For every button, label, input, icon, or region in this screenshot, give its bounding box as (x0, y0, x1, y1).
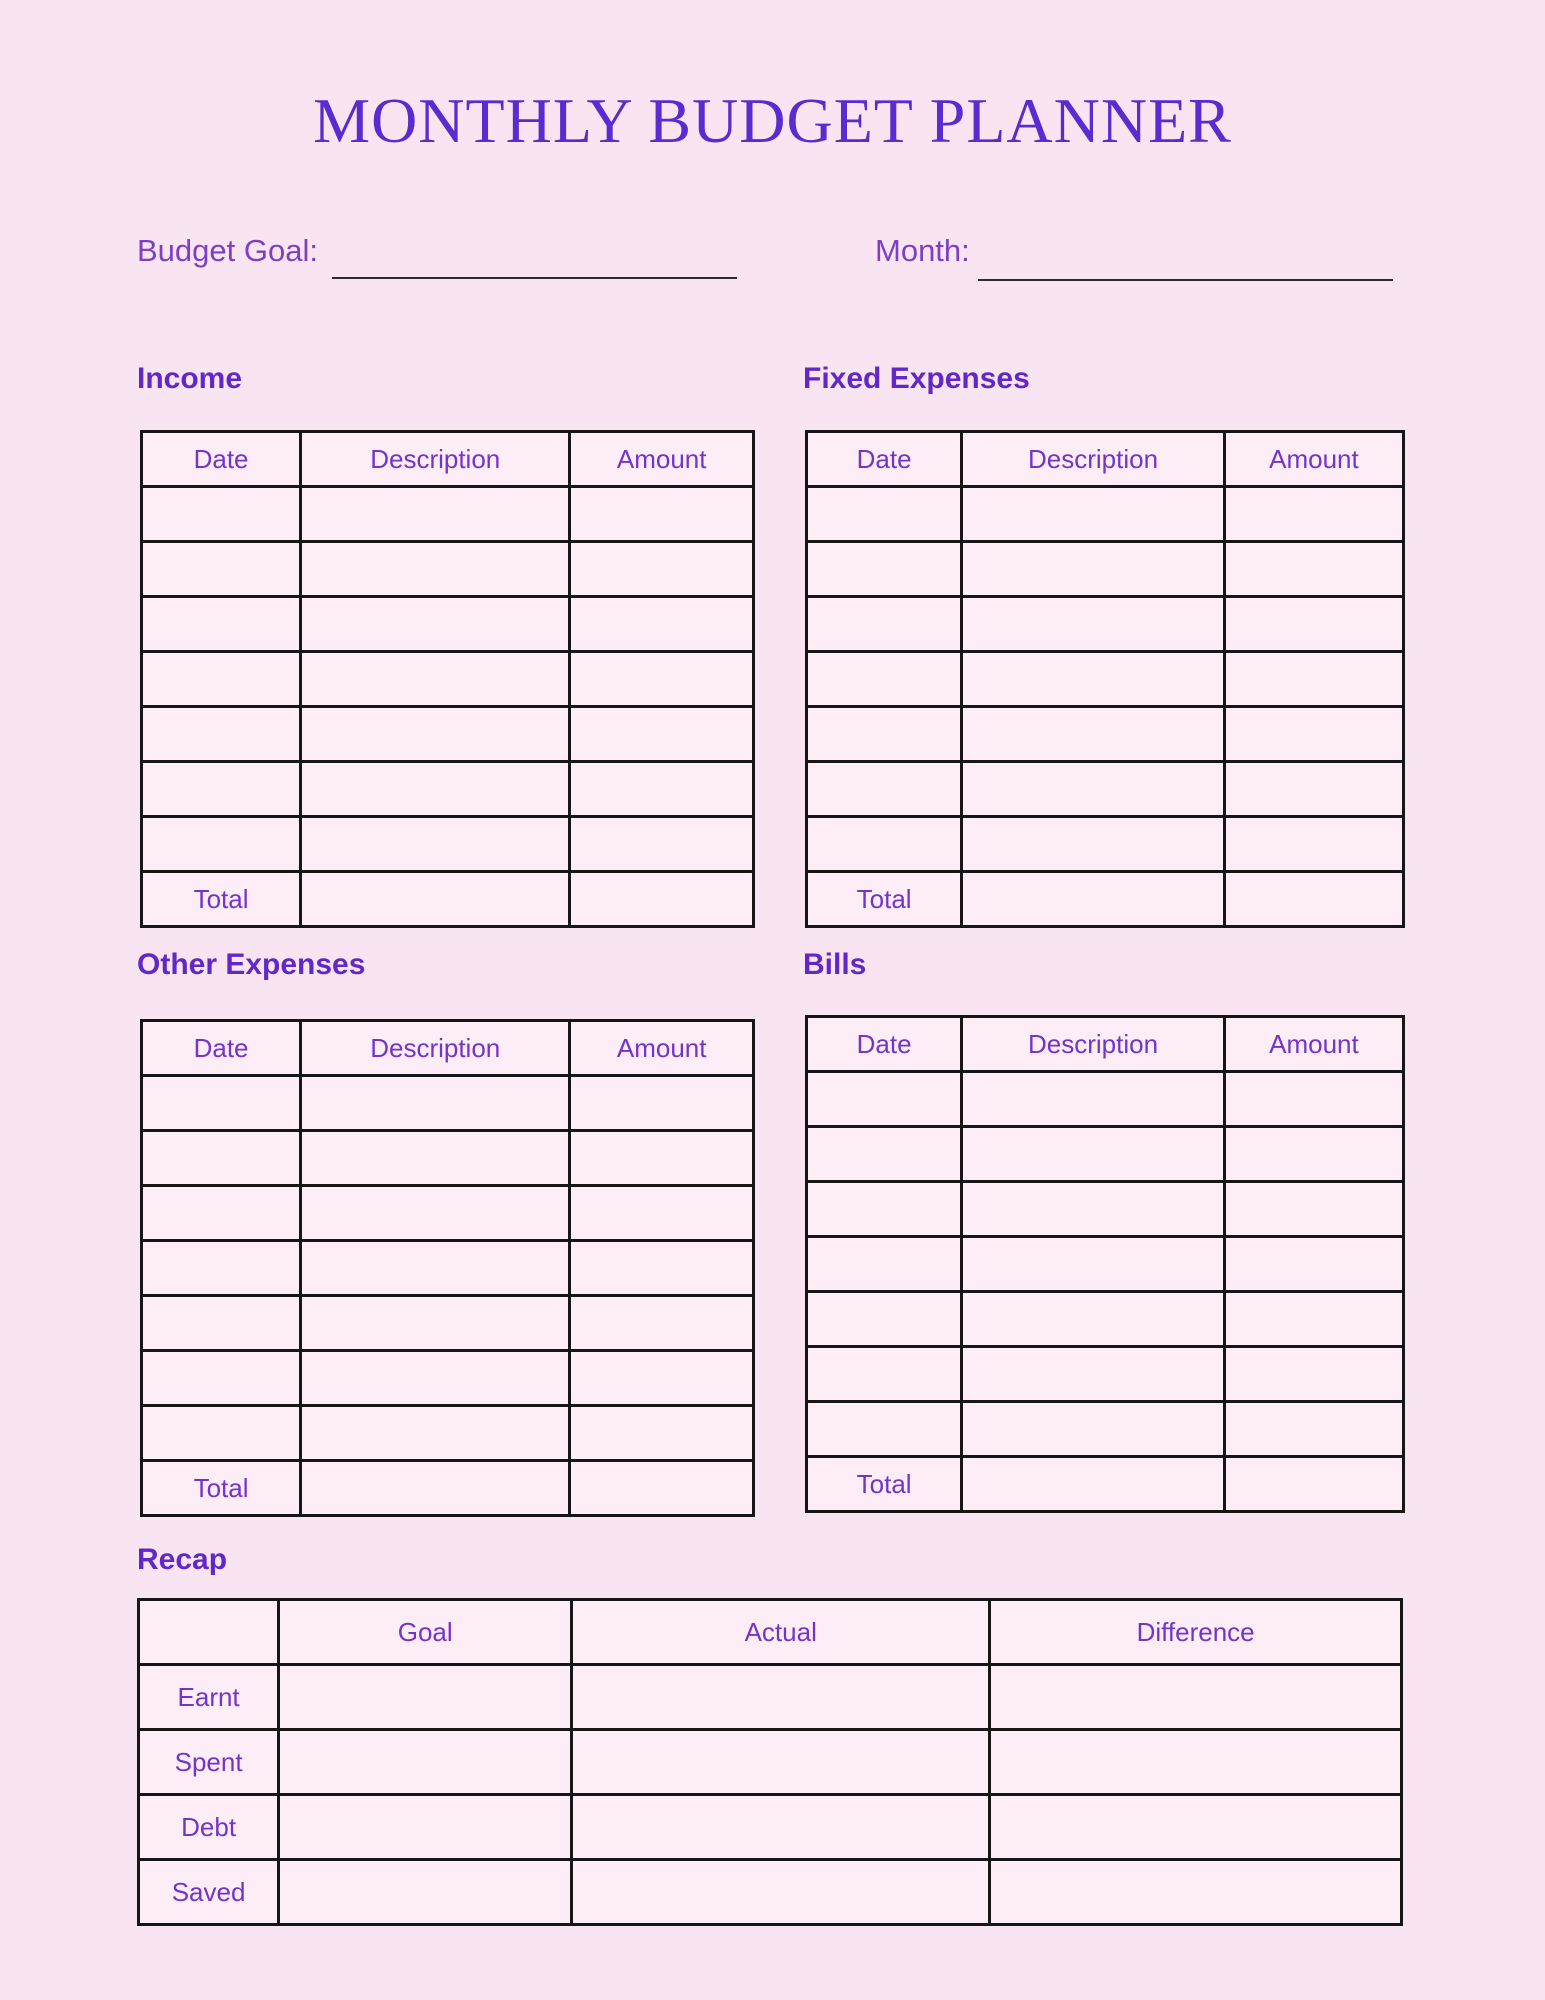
table-row (142, 817, 754, 872)
table-row (142, 652, 754, 707)
empty-cell[interactable] (142, 1131, 301, 1186)
other-total-label: Total (142, 1461, 301, 1516)
fixed-amount-header: Amount (1224, 432, 1403, 487)
recap-earnt-difference-cell[interactable] (990, 1665, 1402, 1730)
table-row (142, 1076, 754, 1131)
empty-cell[interactable] (142, 817, 301, 872)
empty-cell[interactable] (807, 652, 962, 707)
table-row (807, 1127, 1404, 1182)
empty-cell[interactable] (570, 1131, 754, 1186)
recap-debt-goal-cell[interactable] (279, 1795, 572, 1860)
table-row (807, 1182, 1404, 1237)
empty-cell[interactable] (962, 1347, 1225, 1402)
empty-cell[interactable] (807, 1347, 962, 1402)
bills-table (805, 1015, 1405, 1513)
income-total-description-cell[interactable] (301, 872, 570, 927)
empty-cell[interactable] (301, 652, 570, 707)
income-total-label: Total (142, 872, 301, 927)
empty-cell[interactable] (962, 707, 1225, 762)
fixed-total-description-cell[interactable] (962, 872, 1225, 927)
empty-cell[interactable] (1224, 1292, 1403, 1347)
table-row (807, 1292, 1404, 1347)
empty-cell[interactable] (807, 707, 962, 762)
empty-cell[interactable] (1224, 1402, 1403, 1457)
fixed-description-header: Description (962, 432, 1225, 487)
table-row (142, 1296, 754, 1351)
empty-cell[interactable] (301, 1241, 570, 1296)
fixed-date-header: Date (807, 432, 962, 487)
empty-cell[interactable] (570, 1186, 754, 1241)
section-title-bills: Bills (803, 948, 867, 981)
table-row (807, 487, 1404, 542)
empty-cell[interactable] (570, 817, 754, 872)
section-title-income: Income (137, 362, 243, 395)
recap-saved-difference-cell[interactable] (990, 1860, 1402, 1925)
table-row (807, 597, 1404, 652)
recap-table (137, 1598, 1403, 1926)
recap-debt-label: Debt (139, 1795, 279, 1860)
empty-cell[interactable] (570, 487, 754, 542)
empty-cell[interactable] (1224, 817, 1403, 872)
table-header-row (142, 1021, 754, 1076)
table-header-row (807, 1017, 1404, 1072)
empty-cell[interactable] (1224, 1072, 1403, 1127)
table-row (807, 1402, 1404, 1457)
recap-row-spent (139, 1730, 1402, 1795)
empty-cell[interactable] (570, 542, 754, 597)
empty-cell[interactable] (962, 817, 1225, 872)
empty-cell[interactable] (301, 1406, 570, 1461)
table-row (142, 707, 754, 762)
empty-cell[interactable] (570, 707, 754, 762)
empty-cell[interactable] (1224, 1347, 1403, 1402)
month-label: Month: (875, 233, 970, 268)
empty-cell[interactable] (1224, 1127, 1403, 1182)
empty-cell[interactable] (142, 1351, 301, 1406)
empty-cell[interactable] (1224, 542, 1403, 597)
bills-description-header: Description (962, 1017, 1225, 1072)
total-row (807, 872, 1404, 927)
empty-cell[interactable] (962, 1182, 1225, 1237)
empty-cell[interactable] (807, 1182, 962, 1237)
table-row (807, 707, 1404, 762)
section-title-other-expenses: Other Expenses (137, 948, 366, 981)
section-title-fixed-expenses: Fixed Expenses (803, 362, 1030, 395)
empty-cell[interactable] (807, 1237, 962, 1292)
bills-amount-header: Amount (1224, 1017, 1403, 1072)
empty-cell[interactable] (570, 652, 754, 707)
empty-cell[interactable] (301, 762, 570, 817)
table-row (142, 542, 754, 597)
table-row (807, 1347, 1404, 1402)
recap-spent-difference-cell[interactable] (990, 1730, 1402, 1795)
empty-cell[interactable] (570, 1076, 754, 1131)
fixed-total-amount-cell[interactable] (1224, 872, 1403, 927)
table-header-row (142, 432, 754, 487)
recap-row-earnt (139, 1665, 1402, 1730)
empty-cell[interactable] (142, 1076, 301, 1131)
month-input-line[interactable] (978, 279, 1393, 281)
table-row (807, 1237, 1404, 1292)
total-row (142, 872, 754, 927)
recap-row-saved (139, 1860, 1402, 1925)
empty-cell[interactable] (142, 652, 301, 707)
recap-difference-header: Difference (990, 1600, 1402, 1665)
recap-row-debt (139, 1795, 1402, 1860)
empty-cell[interactable] (962, 652, 1225, 707)
table-row (142, 597, 754, 652)
bills-total-amount-cell[interactable] (1224, 1457, 1403, 1512)
empty-cell[interactable] (142, 487, 301, 542)
empty-cell[interactable] (962, 762, 1225, 817)
empty-cell[interactable] (962, 1237, 1225, 1292)
empty-cell[interactable] (807, 597, 962, 652)
other-description-header: Description (301, 1021, 570, 1076)
recap-actual-header: Actual (572, 1600, 990, 1665)
empty-cell[interactable] (1224, 707, 1403, 762)
table-row (142, 1406, 754, 1461)
fixed-expenses-table (805, 430, 1405, 928)
recap-spent-actual-cell[interactable] (572, 1730, 990, 1795)
empty-cell[interactable] (301, 1076, 570, 1131)
empty-cell[interactable] (1224, 762, 1403, 817)
table-row (807, 1072, 1404, 1127)
empty-cell[interactable] (807, 487, 962, 542)
empty-cell[interactable] (570, 1241, 754, 1296)
empty-cell[interactable] (807, 1072, 962, 1127)
recap-spent-label: Spent (139, 1730, 279, 1795)
empty-cell[interactable] (1224, 1237, 1403, 1292)
empty-cell[interactable] (301, 1296, 570, 1351)
empty-cell[interactable] (301, 1186, 570, 1241)
table-row (142, 762, 754, 817)
table-row (807, 542, 1404, 597)
income-amount-header: Amount (570, 432, 754, 487)
other-expenses-table (140, 1019, 755, 1517)
empty-cell[interactable] (962, 542, 1225, 597)
recap-empty-header (139, 1600, 279, 1665)
total-row (807, 1457, 1404, 1512)
empty-cell[interactable] (142, 1186, 301, 1241)
table-row (807, 762, 1404, 817)
empty-cell[interactable] (807, 542, 962, 597)
recap-spent-goal-cell[interactable] (279, 1730, 572, 1795)
total-row (142, 1461, 754, 1516)
page-title: MONTHLY BUDGET PLANNER (313, 85, 1232, 156)
table-row (807, 652, 1404, 707)
recap-debt-actual-cell[interactable] (572, 1795, 990, 1860)
recap-earnt-goal-cell[interactable] (279, 1665, 572, 1730)
recap-saved-label: Saved (139, 1860, 279, 1925)
empty-cell[interactable] (301, 487, 570, 542)
other-amount-header: Amount (570, 1021, 754, 1076)
budget-goal-label: Budget Goal: (137, 233, 318, 268)
empty-cell[interactable] (962, 1402, 1225, 1457)
empty-cell[interactable] (301, 542, 570, 597)
empty-cell[interactable] (1224, 487, 1403, 542)
empty-cell[interactable] (807, 1292, 962, 1347)
table-row (142, 1351, 754, 1406)
income-table (140, 430, 755, 928)
other-date-header: Date (142, 1021, 301, 1076)
empty-cell[interactable] (142, 597, 301, 652)
empty-cell[interactable] (807, 762, 962, 817)
empty-cell[interactable] (807, 1127, 962, 1182)
fixed-total-label: Total (807, 872, 962, 927)
income-total-amount-cell[interactable] (570, 872, 754, 927)
recap-goal-header: Goal (279, 1600, 572, 1665)
budget-goal-input-line[interactable] (332, 277, 737, 279)
table-row (807, 817, 1404, 872)
empty-cell[interactable] (962, 1127, 1225, 1182)
recap-saved-goal-cell[interactable] (279, 1860, 572, 1925)
empty-cell[interactable] (142, 762, 301, 817)
empty-cell[interactable] (301, 817, 570, 872)
empty-cell[interactable] (301, 597, 570, 652)
table-row (142, 1131, 754, 1186)
empty-cell[interactable] (962, 487, 1225, 542)
empty-cell[interactable] (570, 1406, 754, 1461)
empty-cell[interactable] (142, 1406, 301, 1461)
empty-cell[interactable] (807, 817, 962, 872)
income-description-header: Description (301, 432, 570, 487)
empty-cell[interactable] (142, 1296, 301, 1351)
bills-date-header: Date (807, 1017, 962, 1072)
empty-cell[interactable] (570, 1351, 754, 1406)
empty-cell[interactable] (962, 1292, 1225, 1347)
empty-cell[interactable] (962, 1072, 1225, 1127)
bills-total-description-cell[interactable] (962, 1457, 1225, 1512)
empty-cell[interactable] (807, 1402, 962, 1457)
table-header-row (807, 432, 1404, 487)
empty-cell[interactable] (570, 597, 754, 652)
other-total-amount-cell[interactable] (570, 1461, 754, 1516)
recap-earnt-actual-cell[interactable] (572, 1665, 990, 1730)
empty-cell[interactable] (142, 1241, 301, 1296)
empty-cell[interactable] (1224, 652, 1403, 707)
empty-cell[interactable] (142, 542, 301, 597)
recap-debt-difference-cell[interactable] (990, 1795, 1402, 1860)
table-row (142, 1186, 754, 1241)
recap-header-row (139, 1600, 1402, 1665)
recap-earnt-label: Earnt (139, 1665, 279, 1730)
empty-cell[interactable] (570, 762, 754, 817)
section-title-recap: Recap (137, 1543, 228, 1576)
empty-cell[interactable] (962, 597, 1225, 652)
other-total-description-cell[interactable] (301, 1461, 570, 1516)
table-row (142, 1241, 754, 1296)
empty-cell[interactable] (301, 1351, 570, 1406)
recap-saved-actual-cell[interactable] (572, 1860, 990, 1925)
table-row (142, 487, 754, 542)
empty-cell[interactable] (301, 1131, 570, 1186)
empty-cell[interactable] (301, 707, 570, 762)
bills-total-label: Total (807, 1457, 962, 1512)
empty-cell[interactable] (570, 1296, 754, 1351)
income-date-header: Date (142, 432, 301, 487)
empty-cell[interactable] (1224, 1182, 1403, 1237)
empty-cell[interactable] (1224, 597, 1403, 652)
empty-cell[interactable] (142, 707, 301, 762)
